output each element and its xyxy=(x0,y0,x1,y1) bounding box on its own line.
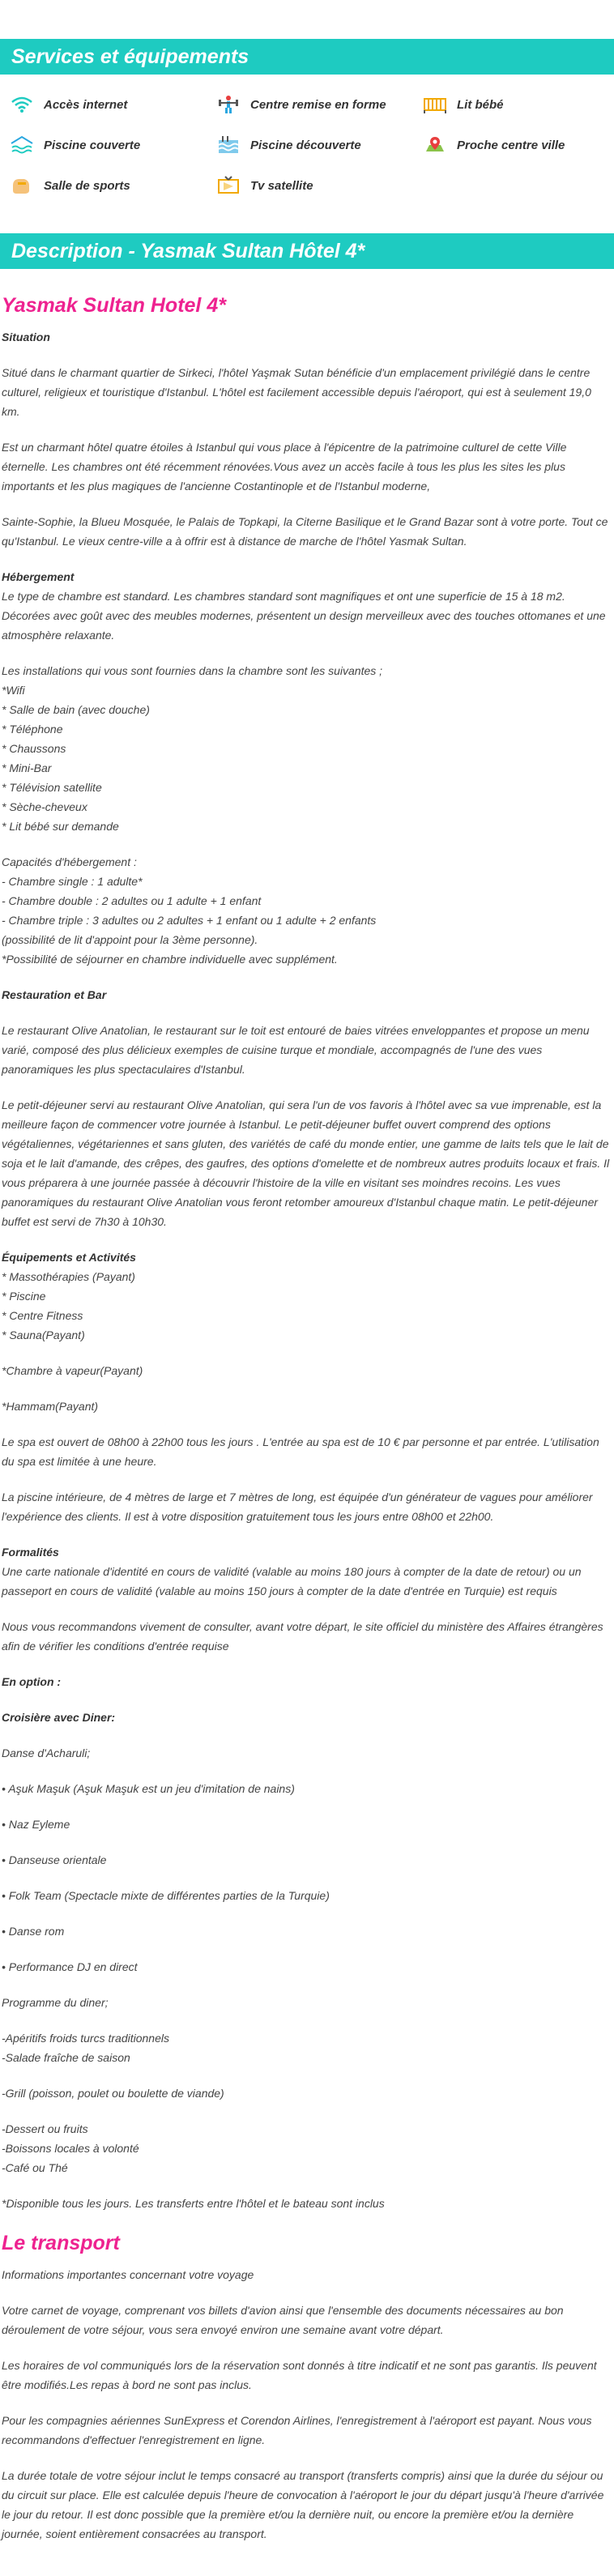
list-item: Capacités d'hébergement : xyxy=(2,855,137,868)
situation-paragraph-2: Est un charmant hôtel quatre étoiles à Istanbul qui vous place à l'épicentre de la patrimoine culturel de cette Ville éternelle. Les chambres ont été récemment rénovées.Vous avez un accès facile à tous les plus les sites les plus importants et les plus magiques de l'ancienne Costantinople et de l'Istanbul moderne, xyxy=(2,441,567,493)
hammam-line: *Hammam(Payant) xyxy=(2,1400,99,1413)
equipements-heading: Équipements et Activités xyxy=(2,1251,136,1264)
service-internet xyxy=(10,94,216,115)
list-item: • Folk Team (Spectacle mixte de différentes parties de la Turquie) xyxy=(2,1889,330,1902)
service-label: Lit bébé xyxy=(457,97,504,112)
service-tv xyxy=(216,175,423,196)
description-banner xyxy=(0,233,614,269)
service-indoor-pool xyxy=(10,134,216,156)
service-outdoor-pool xyxy=(216,134,423,156)
gym-icon xyxy=(10,176,34,195)
transport-info-heading: Informations importantes concernant votre voyage xyxy=(2,2268,254,2281)
service-baby-bed xyxy=(423,94,614,115)
location-pin-icon xyxy=(423,135,447,155)
service-label: Tv satellite xyxy=(250,178,313,193)
transport-paragraph-1: Votre carnet de voyage, comprenant vos billets d'avion ainsi que l'ensemble des documents nécessaires au bon déroulement de votre séjour, vous sera envoyé environ une semaine avant votre départ. xyxy=(2,2304,564,2336)
indoor-pool-icon xyxy=(10,135,34,155)
description-title: Description - Yasmak Sultan Hôtel 4* xyxy=(11,240,365,262)
list-item: * Sèche-cheveux xyxy=(2,800,87,813)
list-item: * Chaussons xyxy=(2,742,66,755)
vapeur-line: *Chambre à vapeur(Payant) xyxy=(2,1364,143,1377)
list-item: * Massothérapies (Payant) xyxy=(2,1270,135,1283)
equipements-block xyxy=(2,1247,612,1345)
programme-group-2 xyxy=(2,2083,612,2103)
services-title: Services et équipements xyxy=(11,45,249,68)
service-label: Proche centre ville xyxy=(457,138,565,152)
list-item: -Salade fraîche de saison xyxy=(2,2051,130,2064)
hebergement-paragraph: Le type de chambre est standard. Les chambres standard sont magnifiques et ont une superficie de 15 à 18 m2. Décorées avec goût avec des meubles modernes, présentent un design merveilleux avec des touches ottomanes et une atmosphère relaxante. xyxy=(2,590,606,642)
baby-bed-icon xyxy=(423,95,447,114)
transport-paragraph-2: Les horaires de vol communiqués lors de la réservation sont donnés à titre indicatif et ne sont pas garantis. Ils peuvent être modifiés.Les repas à bord ne sont pas inclus. xyxy=(2,2359,597,2391)
installations-list xyxy=(2,661,612,836)
capacites-list xyxy=(2,852,612,969)
service-label: Salle de sports xyxy=(44,178,130,193)
list-item: * Télévision satellite xyxy=(2,781,102,794)
tv-icon xyxy=(216,176,241,195)
services-grid xyxy=(0,75,614,211)
list-item: (possibilité de lit d'appoint pour la 3ème personne). xyxy=(2,933,258,946)
description-body xyxy=(0,269,614,2544)
situation-paragraph-1: Situé dans le charmant quartier de Sirkeci, l'hôtel Yaşmak Sutan bénéficie d'un emplacement privilégié dans le centre culturel, religieux et touristique d'Istanbul. L'hôtel est facilement accessible depuis l'aéroport, qui est à seulement 19,0 km. xyxy=(2,366,591,418)
spa-paragraph: Le spa est ouvert de 08h00 à 22h00 tous les jours . L'entrée au spa est de 10 € par personne et par entrée. L'utilisation du spa est limitée à une heure. xyxy=(2,1435,599,1468)
service-gym xyxy=(10,175,216,196)
croisiere-heading: Croisière avec Diner: xyxy=(2,1711,116,1724)
formalites-block xyxy=(2,1542,612,1601)
transport-paragraph-3: Pour les compagnies aériennes SunExpress et Corendon Airlines, l'enregistrement à l'aéroport est payant. Nous vous recommandons d'effectuer l'enregistrement en ligne. xyxy=(2,2414,592,2446)
situation-paragraph-3: Sainte-Sophie, la Blueu Mosquée, le Palais de Topkapi, la Citerne Basilique et le Grand Bazar sont à votre porte. Tout ce qu'Istanbul. Le vieux centre-ville a à offrir est à distance de marche de l'hôtel Yasmak Sultan. xyxy=(2,515,608,548)
disponible-line: *Disponible tous les jours. Les transferts entre l'hôtel et le bateau sont inclus xyxy=(2,2197,385,2210)
piscine-paragraph: La piscine intérieure, de 4 mètres de large et 7 mètres de long, est équipée d'un générateur de vagues pour améliorer l'expérience des clients. Il est à votre disposition gratuitement tous les jours entre 08h00 et 22h00. xyxy=(2,1491,593,1523)
hebergement-block xyxy=(2,567,612,645)
restauration-heading: Restauration et Bar xyxy=(2,988,107,1001)
service-label: Piscine couverte xyxy=(44,138,141,152)
restauration-paragraph-2: Le petit-déjeuner servi au restaurant Olive Anatolian, qui sera l'un de vos favoris à l'hôtel avec sa vue imprenable, est la meilleure façon de commencer votre journée à Istanbul. Le petit-déjeuner buffet ouvert comprend des options végétaliennes, végétariennes et sans gluten, des variétés de café du monde entier, une gamme de laits tels que le lait de soja et le lait d'amande, des crêpes, des gaufres, des options d'omelette et de nombreux autres produits locaux et frais. Il vous préparera à une journée passée à découvrir l'histoire de la ville en visitant ses moindres recoins. Les vues panoramiques du restaurant Olive Anatolian vous feront retomber amoureux d'Istanbul chaque matin. Le petit-déjeuner buffet est servi de 7h30 à 10h30. xyxy=(2,1098,610,1228)
list-item: -Café ou Thé xyxy=(2,2161,68,2174)
situation-heading: Situation xyxy=(2,331,50,343)
option-heading: En option : xyxy=(2,1675,62,1688)
list-item: * Téléphone xyxy=(2,723,63,736)
list-item: -Boissons locales à volonté xyxy=(2,2142,139,2155)
list-item: • Danseuse orientale xyxy=(2,1853,107,1866)
formalites-paragraph-2: Nous vous recommandons vivement de consulter, avant votre départ, le site officiel du ministère des Affaires étrangères afin de vérifier les conditions d'entrée requise xyxy=(2,1620,603,1653)
programme-group-3 xyxy=(2,2119,612,2177)
list-item: - Chambre single : 1 adulte* xyxy=(2,875,143,888)
service-label: Piscine découverte xyxy=(250,138,361,152)
transport-paragraph-4: La durée totale de votre séjour inclut le temps consacré au transport (transferts compris) ainsi que la durée du séjour ou du circuit sur place. Elle est calculée depuis l'heure de convocation à l'aéroport le jour du départ jusqu'à l'heure d'arrivée le jour du retour. Il est donc possible que la première et/ou la dernière nuit, ou encore la première et/ou la dernière journée, soient entièrement consacrées au transport. xyxy=(2,2469,604,2540)
wifi-icon xyxy=(10,95,34,114)
list-item: • Performance DJ en direct xyxy=(2,1960,138,1973)
transport-title: Le transport xyxy=(2,2232,120,2254)
formalites-paragraph-1: Une carte nationale d'identité en cours de validité (valable au moins 180 jours à compter de la date de retour) ou un passeport en cours de validité (valable au moins 150 jours à compter de la date d'entrée en Turquie) est requis xyxy=(2,1565,582,1597)
services-banner xyxy=(0,39,614,75)
list-item: Les installations qui vous sont fournies dans la chambre sont les suivantes ; xyxy=(2,664,383,677)
restauration-paragraph-1: Le restaurant Olive Anatolian, le restaurant sur le toit est entouré de baies vitrées enveloppantes et propose un menu varié, composé des plus délicieux exemples de cuisine turque et mondiale, accompagnés de l'une des vues panoramiques les plus spectaculaires d'Istanbul. xyxy=(2,1024,590,1076)
list-item: *Possibilité de séjourner en chambre individuelle avec supplément. xyxy=(2,953,338,966)
service-label: Centre remise en forme xyxy=(250,97,386,112)
hotel-name: Yasmak Sultan Hotel 4* xyxy=(2,294,226,317)
formalites-heading: Formalités xyxy=(2,1546,59,1559)
service-label: Accès internet xyxy=(44,97,128,112)
outdoor-pool-icon xyxy=(216,135,241,155)
list-item: *Wifi xyxy=(2,684,25,697)
hebergement-heading: Hébergement xyxy=(2,570,75,583)
fitness-icon xyxy=(216,95,241,114)
list-item: -Dessert ou fruits xyxy=(2,2122,88,2135)
service-city-center xyxy=(423,134,614,156)
list-item: * Piscine xyxy=(2,1290,46,1303)
list-item: * Lit bébé sur demande xyxy=(2,820,119,833)
list-item: - Chambre triple : 3 adultes ou 2 adultes + 1 enfant ou 1 adulte + 2 enfants xyxy=(2,914,377,927)
list-item: -Apéritifs froids turcs traditionnels xyxy=(2,2032,169,2045)
list-item: * Mini-Bar xyxy=(2,761,52,774)
service-fitness xyxy=(216,94,423,115)
programme-line: Programme du diner; xyxy=(2,1996,109,2009)
list-item: • Naz Eyleme xyxy=(2,1818,70,1831)
list-item: - Chambre double : 2 adultes ou 1 adulte + 1 enfant xyxy=(2,894,262,907)
list-item: • Aşuk Maşuk (Aşuk Maşuk est un jeu d'imitation de nains) xyxy=(2,1782,295,1795)
list-item: * Centre Fitness xyxy=(2,1309,83,1322)
danse-line: Danse d'Acharuli; xyxy=(2,1746,91,1759)
list-item: * Sauna(Payant) xyxy=(2,1329,85,1341)
list-item: -Grill (poisson, poulet ou boulette de viande) xyxy=(2,2087,224,2100)
list-item: • Danse rom xyxy=(2,1925,65,1938)
list-item: * Salle de bain (avec douche) xyxy=(2,703,150,716)
programme-group-1 xyxy=(2,2028,612,2067)
